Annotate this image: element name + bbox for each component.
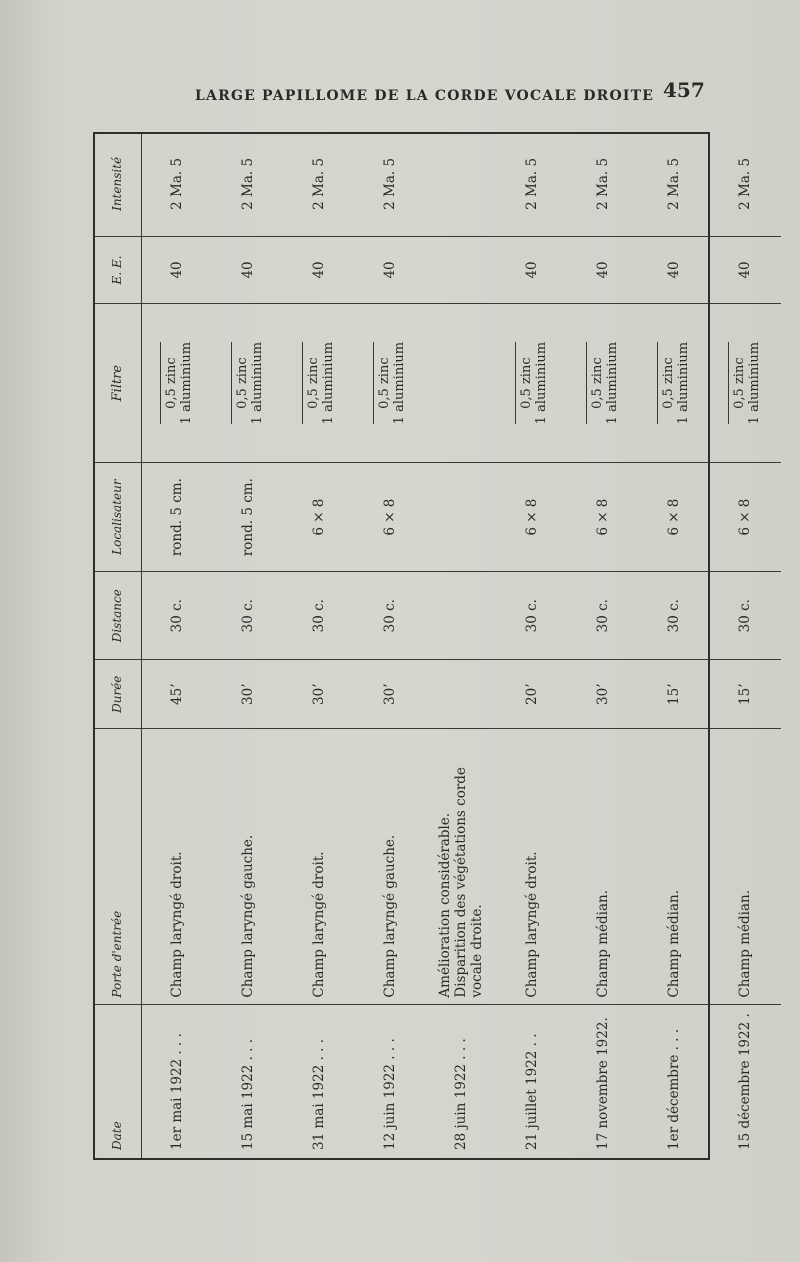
cell-filtre <box>639 304 710 463</box>
cell-filtre <box>142 304 213 463</box>
page-number: 457 <box>663 78 705 102</box>
filtre-line-zinc: 0,5 zinc <box>235 357 250 409</box>
header-duree: Durée <box>93 660 142 729</box>
cell-distance <box>426 572 497 660</box>
cell-ee: 40 <box>568 236 639 303</box>
cell-duree: 30’ <box>355 660 426 729</box>
rotated-table-wrapper <box>93 132 762 1160</box>
filtre-line-aluminium: 1 aluminium <box>676 341 691 425</box>
cell-date: 15 mai 1922 . . . <box>240 1038 256 1150</box>
filtre-line-aluminium: 1 aluminium <box>321 341 336 425</box>
table-row <box>568 132 639 1160</box>
cell-porte <box>639 729 710 1004</box>
filtre-box <box>728 342 762 424</box>
cell-ee: 40 <box>710 236 781 303</box>
cell-intensite: 2 Ma. 5 <box>284 132 355 236</box>
filtre-box <box>657 342 691 424</box>
filtre-box <box>231 342 265 424</box>
cell-intensite: 2 Ma. 5 <box>213 132 284 236</box>
table-row <box>142 132 213 1160</box>
table-row <box>497 132 568 1160</box>
header-intensite: Intensité <box>93 132 142 236</box>
cell-distance: 30 c. <box>284 572 355 660</box>
filtre-box <box>586 342 620 424</box>
porte-text: Champ laryngé droit. <box>524 851 540 998</box>
cell-filtre <box>497 304 568 463</box>
table-row <box>426 132 497 1160</box>
cell-duree: 45’ <box>142 660 213 729</box>
cell-porte <box>497 729 568 1004</box>
porte-text: Champ médian. <box>737 890 753 998</box>
cell-intensite: 2 Ma. 5 <box>355 132 426 236</box>
cell-porte <box>426 729 497 1004</box>
cell-filtre <box>710 304 781 463</box>
cell-date: 15 décembre 1922 . <box>737 1013 753 1150</box>
cell-distance: 30 c. <box>710 572 781 660</box>
porte-text: Champ laryngé gauche. <box>382 834 398 998</box>
cell-ee: 40 <box>355 236 426 303</box>
cell-distance: 30 c. <box>639 572 710 660</box>
treatment-table <box>93 132 781 1160</box>
cell-localisateur: 6 × 8 <box>284 463 355 572</box>
header-date: Date <box>93 1004 142 1160</box>
cell-intensite: 2 Ma. 5 <box>710 132 781 236</box>
filtre-line-aluminium: 1 aluminium <box>534 341 549 425</box>
cell-distance: 30 c. <box>497 572 568 660</box>
header-ee: E. E. <box>93 236 142 303</box>
filtre-line-aluminium: 1 aluminium <box>179 341 195 425</box>
cell-ee: 40 <box>142 236 213 303</box>
cell-porte <box>355 729 426 1004</box>
cell-duree: 15’ <box>639 660 710 729</box>
cell-filtre <box>426 304 497 463</box>
cell-localisateur: rond. 5 cm. <box>213 463 284 572</box>
cell-filtre <box>568 304 639 463</box>
header-filtre: Filtre <box>93 304 142 463</box>
filtre-line-aluminium: 1 aluminium <box>605 341 620 425</box>
cell-duree: 15’ <box>710 660 781 729</box>
filtre-line-aluminium: 1 aluminium <box>392 341 407 425</box>
cell-duree: 30’ <box>568 660 639 729</box>
cell-ee: 40 <box>497 236 568 303</box>
cell-filtre <box>355 304 426 463</box>
cell-filtre <box>284 304 355 463</box>
cell-localisateur <box>426 463 497 572</box>
cell-localisateur: 6 × 8 <box>710 463 781 572</box>
cell-localisateur: 6 × 8 <box>639 463 710 572</box>
porte-text: Champ laryngé droit. <box>169 851 186 998</box>
porte-text: Champ médian. <box>595 890 611 998</box>
cell-date: 31 mai 1922 . . . <box>311 1038 327 1150</box>
cell-filtre <box>213 304 284 463</box>
header-localisateur: Localisateur <box>93 463 142 572</box>
cell-ee: 40 <box>213 236 284 303</box>
cell-ee: 40 <box>639 236 710 303</box>
porte-text: Champ laryngé droit. <box>311 851 327 998</box>
cell-porte <box>710 729 781 1004</box>
cell-distance: 30 c. <box>355 572 426 660</box>
cell-date: 28 juin 1922 . . . <box>453 1038 469 1150</box>
cell-intensite: 2 Ma. 5 <box>568 132 639 236</box>
filtre-box <box>160 342 194 424</box>
filtre-box <box>515 342 549 424</box>
header-distance: Distance <box>93 572 142 660</box>
table-header-row <box>93 132 142 1160</box>
filtre-line-zinc: 0,5 zinc <box>164 357 180 409</box>
filtre-line-zinc: 0,5 zinc <box>377 357 392 409</box>
cell-porte <box>213 729 284 1004</box>
treatment-table-frame <box>93 132 762 1160</box>
cell-ee <box>426 236 497 303</box>
cell-intensite <box>426 132 497 236</box>
cell-localisateur: 6 × 8 <box>497 463 568 572</box>
table-row <box>213 132 284 1160</box>
table-row <box>639 132 710 1160</box>
cell-localisateur: rond. 5 cm. <box>142 463 213 572</box>
cell-localisateur: 6 × 8 <box>568 463 639 572</box>
cell-ee: 40 <box>284 236 355 303</box>
filtre-line-zinc: 0,5 zinc <box>519 357 534 409</box>
filtre-line-zinc: 0,5 zinc <box>590 357 605 409</box>
cell-porte <box>142 729 213 1004</box>
filtre-line-zinc: 0,5 zinc <box>732 357 747 409</box>
header-porte: Porte d'entrée <box>93 729 142 1004</box>
cell-porte <box>568 729 639 1004</box>
cell-date: 1er mai 1922 . . . <box>169 1033 186 1150</box>
cell-duree: 30’ <box>284 660 355 729</box>
filtre-box <box>302 342 336 424</box>
cell-date: 17 novembre 1922. <box>595 1017 611 1150</box>
table-row <box>284 132 355 1160</box>
filtre-line-zinc: 0,5 zinc <box>661 357 676 409</box>
cell-localisateur: 6 × 8 <box>355 463 426 572</box>
cell-date: 21 juillet 1922 . . <box>524 1033 540 1150</box>
filtre-line-aluminium: 1 aluminium <box>250 341 265 425</box>
cell-duree <box>426 660 497 729</box>
cell-porte <box>284 729 355 1004</box>
cell-intensite: 2 Ma. 5 <box>142 132 213 236</box>
running-head: LARGE PAPILLOME DE LA CORDE VOCALE DROITE <box>195 88 655 104</box>
filtre-box <box>373 342 407 424</box>
porte-text: Amélioration considérable. Disparition des végétations corde vocale droite. <box>437 767 485 998</box>
porte-text: Champ médian. <box>666 890 682 998</box>
porte-text: Champ laryngé gauche. <box>240 834 256 998</box>
cell-intensite: 2 Ma. 5 <box>497 132 568 236</box>
table-row <box>710 132 781 1160</box>
filtre-line-aluminium: 1 aluminium <box>747 341 762 425</box>
cell-date: 1er décembre . . . <box>666 1028 682 1150</box>
cell-distance: 30 c. <box>568 572 639 660</box>
table-row <box>355 132 426 1160</box>
filtre-line-zinc: 0,5 zinc <box>306 357 321 409</box>
cell-duree: 30’ <box>213 660 284 729</box>
cell-distance: 30 c. <box>142 572 213 660</box>
cell-duree: 20’ <box>497 660 568 729</box>
cell-distance: 30 c. <box>213 572 284 660</box>
cell-intensite: 2 Ma. 5 <box>639 132 710 236</box>
cell-date: 12 juin 1922 . . . <box>382 1038 398 1150</box>
